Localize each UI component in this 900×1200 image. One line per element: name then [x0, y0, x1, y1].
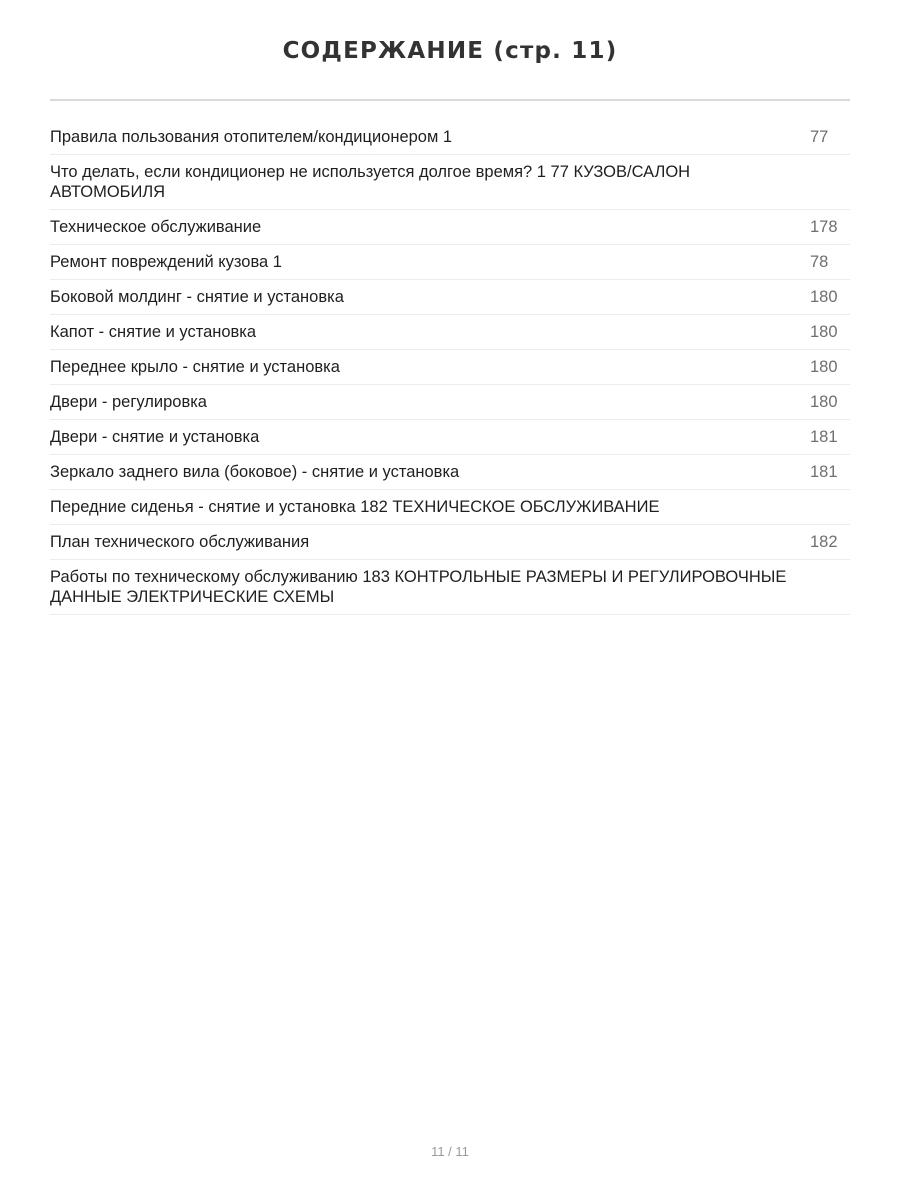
toc-entry-title: Двери - регулировка — [50, 393, 207, 411]
toc-entry — [50, 210, 850, 245]
toc-entry-page: 182 — [810, 533, 838, 551]
toc-entry — [50, 385, 850, 420]
toc-entry-page: 78 — [810, 253, 829, 271]
toc-entry — [50, 245, 850, 280]
toc-entry — [50, 560, 850, 615]
toc-entry-title: Правила пользования отопителем/кондиционером 1 — [50, 128, 453, 146]
toc-entry — [50, 315, 850, 350]
toc-entry — [50, 350, 850, 385]
toc-entry — [50, 420, 850, 455]
toc-entry-page: 180 — [810, 288, 838, 306]
toc-entry-page: 180 — [810, 393, 838, 411]
toc-entry-title: Капот - снятие и установка — [50, 323, 257, 341]
toc-entry-page: 180 — [810, 358, 838, 376]
toc-entry — [50, 490, 850, 525]
toc-entry-title: Что делать, если кондиционер не используется долгое время? 1 77 КУЗОВ/САЛОН АВТОМОБИЛЯ — [50, 163, 691, 201]
toc-entry-page: 180 — [810, 323, 838, 341]
toc-entry — [50, 155, 850, 210]
toc-entry-title: Переднее крыло - снятие и установка — [50, 358, 340, 376]
toc-entry — [50, 525, 850, 560]
toc-entry-page: 77 — [810, 128, 829, 146]
toc-entry-title: Техническое обслуживание — [50, 218, 262, 236]
toc-entry-page: 181 — [810, 428, 838, 446]
toc-entry-page: 178 — [810, 218, 838, 236]
toc-entry-page: 181 — [810, 463, 838, 481]
toc-entry — [50, 280, 850, 315]
toc-entry-title: Работы по техническому обслуживанию 183 КОНТРОЛЬНЫЕ РАЗМЕРЫ И РЕГУЛИРОВОЧНЫЕ ДАННЫЕ ЭЛЕКТРИЧЕСКИЕ СХЕМЫ — [50, 568, 787, 606]
title-divider — [50, 99, 850, 101]
toc-entry-title: План технического обслуживания — [50, 533, 310, 551]
page-title: СОДЕРЖАНИЕ (стр. 11) — [282, 38, 618, 64]
toc-entry-title: Ремонт повреждений кузова 1 — [50, 253, 282, 271]
toc-entry — [50, 120, 850, 155]
toc-entry — [50, 455, 850, 490]
toc-entry-title: Боковой молдинг - снятие и установка — [50, 288, 344, 306]
toc-entry-title: Передние сиденья - снятие и установка 182 ТЕХНИЧЕСКОЕ ОБСЛУЖИВАНИЕ — [50, 498, 660, 516]
table-of-contents — [50, 120, 850, 615]
toc-entry-title: Двери - снятие и установка — [50, 428, 260, 446]
page-number: 11 / 11 — [431, 1144, 469, 1159]
toc-entry-title: Зеркало заднего вила (боковое) - снятие и установка — [50, 463, 460, 481]
